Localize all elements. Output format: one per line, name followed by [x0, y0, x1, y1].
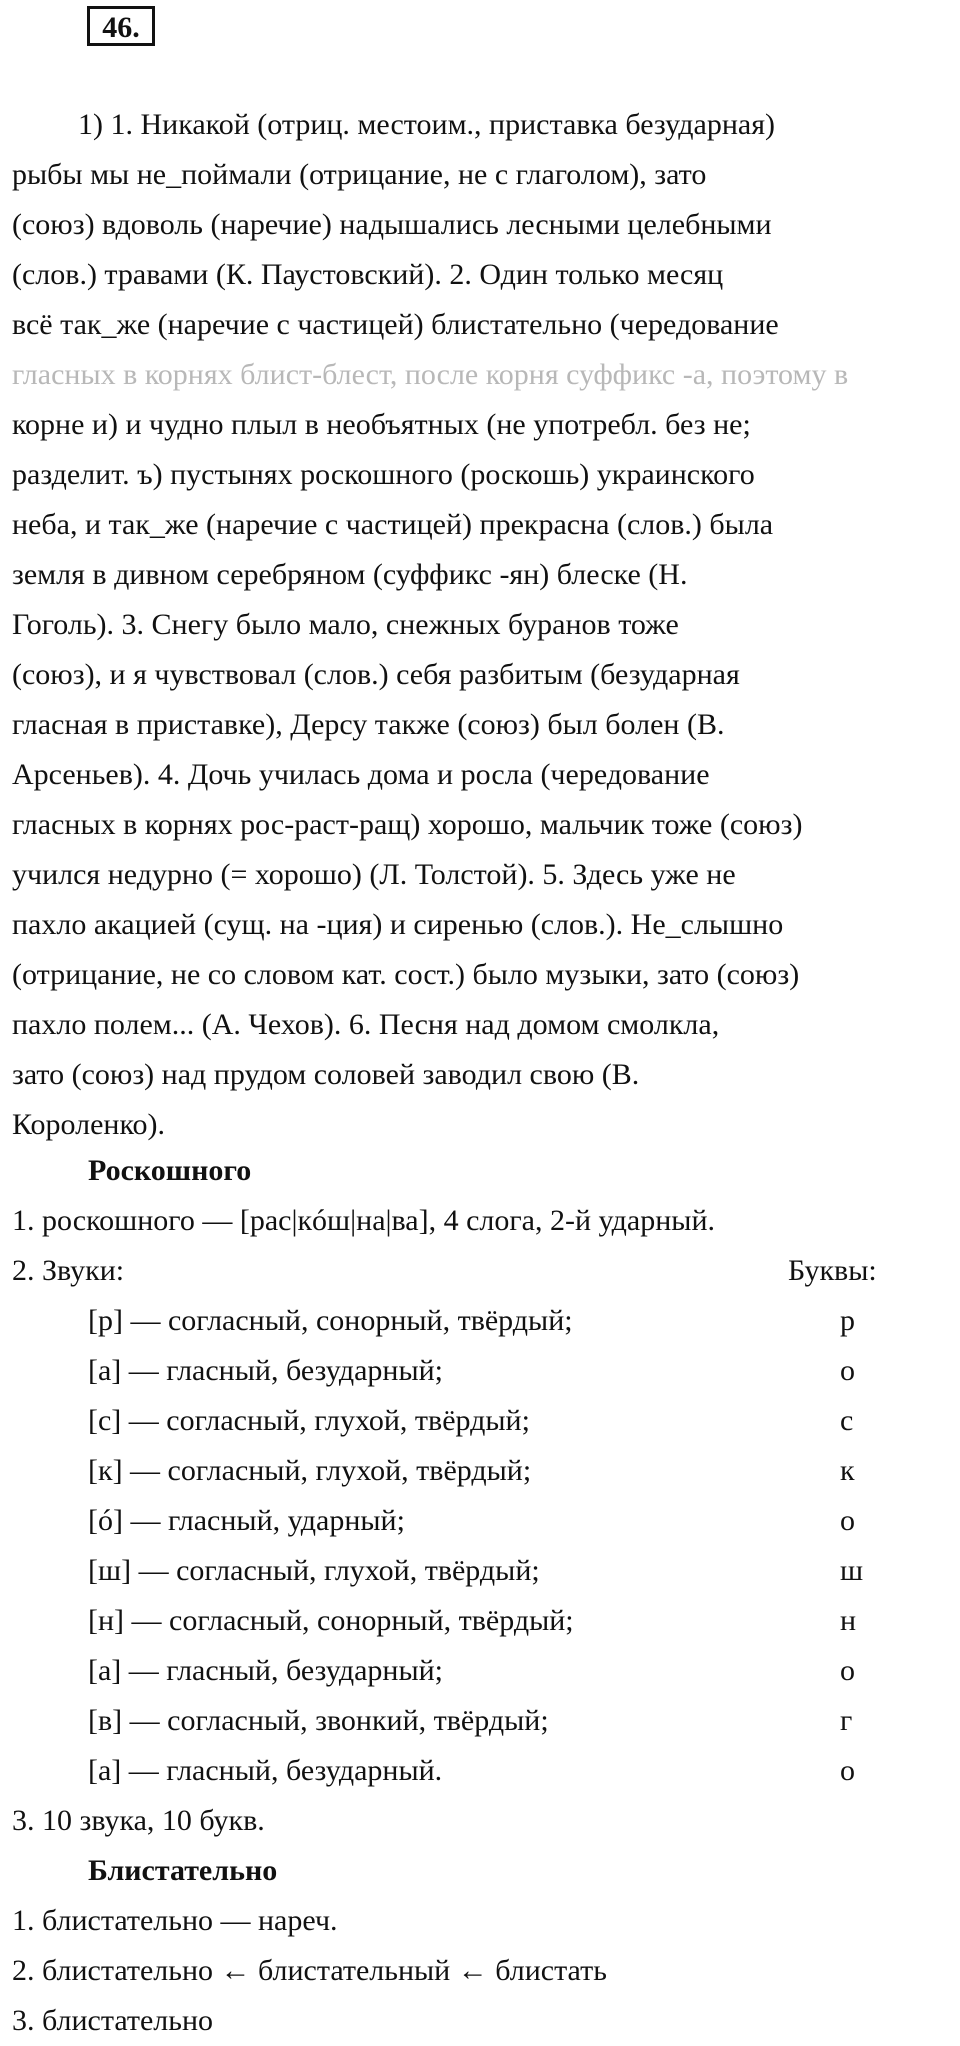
sound-description: [р] — согласный, сонорный, твёрдый;: [88, 1304, 573, 1337]
letter: о: [840, 1354, 855, 1387]
text-line: (отрицание, не со словом кат. сост.) было музыки, зато (союз): [12, 958, 800, 991]
letter: с: [840, 1404, 854, 1437]
text-line: неба, и так_же (наречие с частицей) прекрасна (слов.) была: [12, 508, 774, 541]
letter: к: [840, 1454, 855, 1487]
text-line: пахло полем... (А. Чехов). 6. Песня над домом смолкла,: [12, 1008, 720, 1041]
text-line: зато (союз) над прудом соловей заводил свою (В.: [12, 1058, 640, 1091]
part-of-speech-line: 1. блистательно — нареч.: [12, 1904, 338, 1937]
letter: н: [840, 1604, 857, 1637]
text-line: Гоголь). 3. Снегу было мало, снежных буранов тоже: [12, 608, 679, 641]
text-line: (союз), и я чувствовал (слов.) себя разбитым (безударная: [12, 658, 740, 691]
sound-description: [а] — гласный, безударный;: [88, 1654, 444, 1687]
text-line: учился недурно (= хорошо) (Л. Толстой). 5. Здесь уже не: [12, 858, 736, 891]
text-line: Арсеньев). 4. Дочь училась дома и росла (чередование: [12, 758, 710, 791]
text-line: (слов.) травами (К. Паустовский). 2. Один только месяц: [12, 258, 724, 291]
exercise-number: 46.: [87, 6, 155, 46]
letter: о: [840, 1754, 855, 1787]
text-line: 1) 1. Никакой (отриц. местоим., приставка безударная): [78, 108, 775, 141]
sound-description: [с] — согласный, глухой, твёрдый;: [88, 1404, 530, 1437]
morpheme-line: 3. блистательно: [12, 2004, 214, 2037]
text-line: всё так_же (наречие с частицей) блистательно (чередование: [12, 308, 779, 341]
sound-description: [ó] — гласный, ударный;: [88, 1504, 405, 1537]
sound-description: [а] — гласный, безударный.: [88, 1754, 443, 1787]
analysis-title-roskoshnogo: Роскошного: [88, 1154, 252, 1187]
text-line: (союз) вдоволь (наречие) надышались лесными целебными: [12, 208, 772, 241]
syllable-line: 1. роскошного — [рас|кóш|на|ва], 4 слога, 2-й ударный.: [12, 1204, 715, 1237]
text-line: гласных в корнях рос-раст-ращ) хорошо, мальчик тоже (союз): [12, 808, 803, 841]
derivation-line: 2. блистательно ← блистательный ← блистать: [12, 1954, 607, 1987]
letter: г: [840, 1704, 853, 1737]
letter: о: [840, 1654, 855, 1687]
total-line: 3. 10 звука, 10 букв.: [12, 1804, 265, 1837]
text-line: разделит. ъ) пустынях роскошного (роскошь) украинского: [12, 458, 755, 491]
sound-description: [н] — согласный, сонорный, твёрдый;: [88, 1604, 574, 1637]
sounds-label: 2. Звуки:: [12, 1254, 125, 1287]
analysis-title-blistatelno: Блистательно: [88, 1854, 278, 1887]
sound-description: [в] — согласный, звонкий, твёрдый;: [88, 1704, 549, 1737]
letter: о: [840, 1504, 855, 1537]
text-line: пахло акацией (сущ. на -ция) и сиренью (слов.). Не_слышно: [12, 908, 784, 941]
text-line: рыбы мы не_поймали (отрицание, не с глаголом), зато: [12, 158, 707, 191]
letters-label: Буквы:: [788, 1254, 877, 1287]
text-line: Короленко).: [12, 1108, 166, 1141]
sound-description: [к] — согласный, глухой, твёрдый;: [88, 1454, 532, 1487]
text-line: земля в дивном серебряном (суффикс -ян) блеске (Н.: [12, 558, 688, 591]
text-line: гласная в приставке), Дерсу также (союз) был болен (В.: [12, 708, 725, 741]
sound-description: [а] — гласный, безударный;: [88, 1354, 444, 1387]
text-line: корне и) и чудно плыл в необъятных (не употребл. без не;: [12, 408, 751, 441]
sound-description: [ш] — согласный, глухой, твёрдый;: [88, 1554, 540, 1587]
letter: р: [840, 1304, 855, 1337]
text-line: гласных в корнях блист-блест, после корня суффикс -а, поэтому в: [12, 358, 849, 391]
letter: ш: [840, 1554, 864, 1587]
